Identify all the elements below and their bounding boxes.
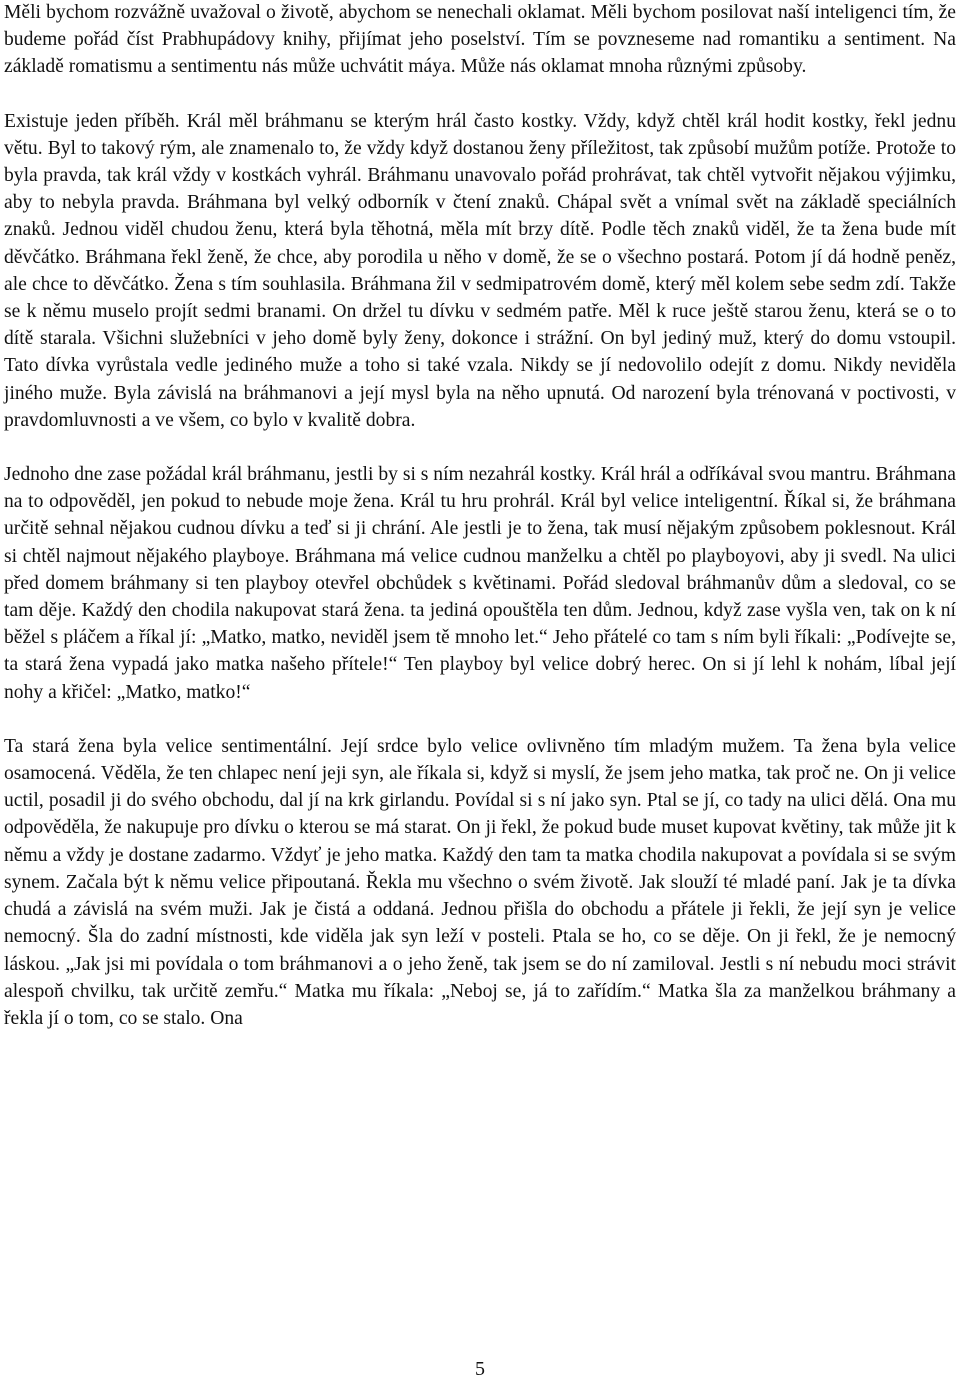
document-page <box>4 0 956 1032</box>
paragraph-story-king-brahmin: Existuje jeden příběh. Král měl bráhmanu se kterým hrál často kostky. Vždy, když chtěl král hodit kostky, řekl jednu větu. Byl to takový rým, ale znamenalo to, že vždy když dostanou ženy příležitost, tak způsobí mužům potíže. Protože to byla pravda, tak král vždy v kostkách vyhrál. Bráhmanu unavovalo pořád prohrávat, tak chtěl vytvořit nějakou výjimku, aby to nebyla pravda. Bráhmana byl velký odborník v čtení znaků. Chápal svět a vnímal svět na základě speciálních znaků. Jednou viděl chudou ženu, která byla těhotná, měla mít brzy dítě. Podle těch znaků viděl, že ta žena bude mít děvčátko. Bráhmana řekl ženě, že chce, aby porodila u něho v domě, že se o všechno postará. Potom jí dá hodně peněz, ale chce to děvčátko. Žena s tím souhlasila. Bráhmana žil v sedmipatrovém domě, který měl kolem sebe sedm zdí. Takže se k němu muselo projít sedmi branami. On držel tu dívku v sedmém patře. Měl k ruce ještě starou ženu, která se o to dítě starala. Všichni služebníci v jeho domě byly ženy, dokonce i strážní. On byl jediný muž, který do domu vstoupil. Tato dívka vyrůstala vedle jediného muže a toho si také vzala. Nikdy se jí nedovolilo odejít z domu. Nikdy neviděla jiného muže. Byla závislá na bráhmanovi a její mysl byla na něho upnutá. Od narození byla trénovaná v poctivosti, v pravdomluvnosti a ve všem, co bylo v kvalitě dobra. <box>4 110 956 431</box>
paragraph-old-woman: Ta stará žena byla velice sentimentální. Její srdce bylo velice ovlivněno tím mladým mužem. Ta žena byla velice osamocená. Věděla, že ten chlapec není jeji syn, ale říkala si, když si myslí, že jsem jeho matka, tak proč ne. On ji velice uctil, posadil ji do svého obchodu, dal jí na krk girlandu. Povídal si s ní jako syn. Ptal se jí, co tady na ulici dělá. Ona mu odpověděla, že nakupuje pro dívku o kterou se má starat. On ji řekl, že pokud bude muset kupovat květiny, tak může jit k němu a vždy je dostane zadarmo. Vždyť je jeho matka. Každý den tam ta matka chodila nakupovat a povídala si se svým synem. Začala být k němu velice připoutaná. Řekla mu všechno o svém životě. Jak slouží té mladé paní. Jak je ta dívka chudá a závislá na svém muži. Jak je čistá a oddaná. Jednou přišla do obchodu a přátele ji řekli, že její syn je velice nemocný. Šla do zadní místnosti, kde viděla jak syn leží v posteli. Ptala se ho, co se děje. On ji řekl, že je nemocný láskou. „Jak jsi mi povídala o tom bráhmanovi a o jeho ženě, tak jsem se do ní zamiloval. Jestli s ní nebudu moci strávit alespoň chvilku, tak určitě zemřu.“ Matka mu říkala: „Neboj se, já to zařídím.“ Matka šla za manželkou bráhmany a řekla jí o tom, co se stalo. Ona <box>4 735 956 1029</box>
paragraph-intro: Měli bychom rozvážně uvažoval o životě, abychom se nenechali oklamat. Měli bychom posilovat naší inteligenci tím, že budeme pořád číst Prabhupádovy knihy, přijímat jeho poselství. Tím se povzneseme nad romantiku a sentiment. Na základě romatismu a sentimentu nás může uchvátit máya. Může nás oklamat mnoha různými způsoby. <box>4 2 956 78</box>
page-number: 5 <box>475 1358 485 1380</box>
paragraph-dice-game: Jednoho dne zase požádal král bráhmanu, jestli by si s ním nezahrál kostky. Král hrál a odříkával svou mantru. Bráhmana na to odpověděl, jen pokud to nebude moje žena. Král tu hru prohrál. Král byl velice inteligentní. Říkal si, že bráhmana určitě sehnal nějakou cudnou dívku a teď si ji chrání. Ale jestli je to žena, tak musí nějakým způsobem poklesnout. Král si chtěl najmout nějakého playboye. Bráhmana má velice cudnou manželku a chtěl po playboyovi, aby ji svedl. Na ulici před domem bráhmany si ten playboy otevřel obchůdek s květinami. Pořád sledoval bráhmanův dům a sledoval, co se tam děje. Každý den chodila nakupovat stará žena. ta jediná opouštěla ten dům. Jednou, když zase vyšla ven, tak on k ní běžel s pláčem a říkal jí: „Matko, matko, neviděl jsem tě mnoho let.“ Jeho přátelé co tam s ním byli říkali: „Podívejte se, ta stará žena vypadá jako matka našeho přítele!“ Ten playboy byl velice dobrý herec. On si jí lehl k nohám, líbal její nohy a křičel: „Matko, matko!“ <box>4 464 957 703</box>
